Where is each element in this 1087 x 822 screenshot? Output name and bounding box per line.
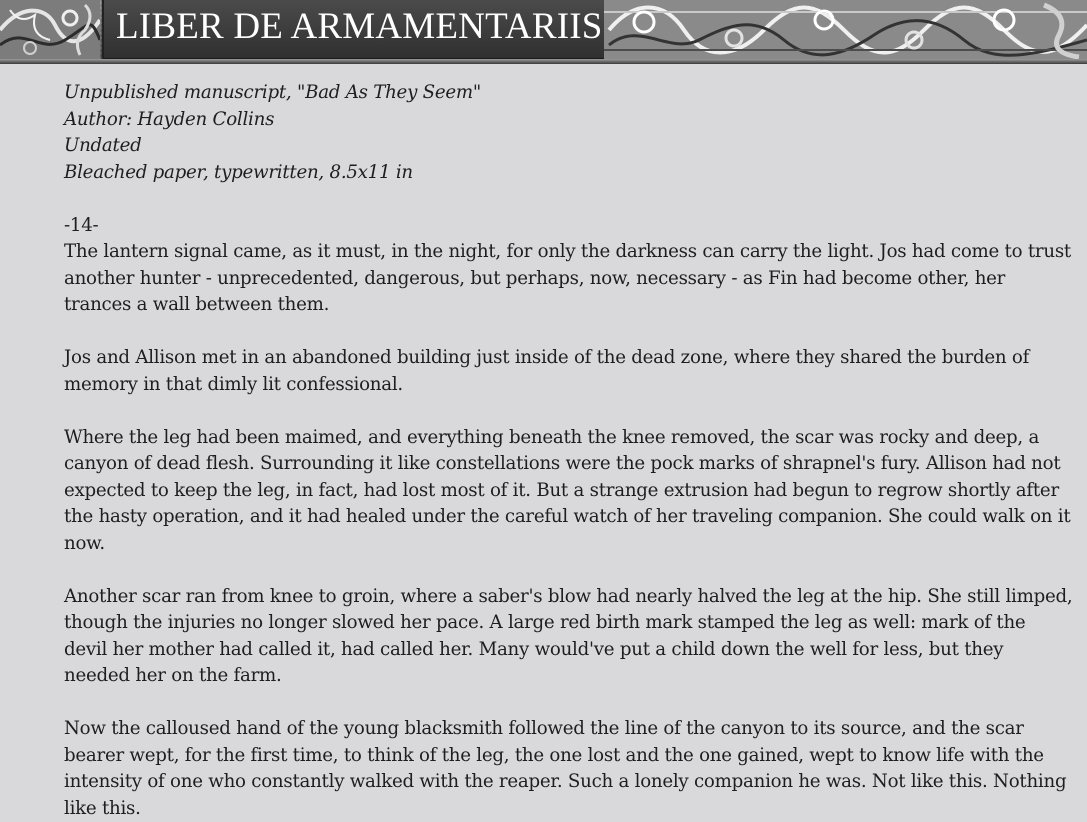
paragraph: Where the leg had been maimed, and everything beneath the knee removed, the scar was rocky and deep, a canyon of dead flesh. Surrounding it like constellations were the pock marks of shrapnel's fury. Allison had not expected to keep the leg, in fact, had lost most of it. But a strange extrusion had begun to regrow shortly after the hasty operation, and it had healed under the careful watch of her traveling companion. She could walk on it now.: [64, 426, 1071, 554]
manuscript-material: Bleached paper, typewritten, 8.5x11 in: [64, 161, 413, 183]
spacer: [64, 557, 1074, 584]
manuscript-metadata: [64, 80, 1074, 186]
site-title-plate: [102, 0, 606, 60]
page-number: -14-: [64, 214, 99, 236]
site-banner: [0, 0, 1087, 64]
paragraph: The lantern signal came, as it must, in the night, for only the darkness can carry the light. Jos had come to trust another hunter - unprecedented, dangerous, but perhaps, now, necessary - as Fin had become other, her trances a wall between them.: [64, 241, 1071, 315]
site-title[interactable]: LIBER DE ARMAMENTARIIS: [116, 6, 603, 47]
manuscript-author: Author: Hayden Collins: [64, 108, 275, 130]
spacer: [64, 186, 1074, 213]
manuscript-title: Unpublished manuscript, "Bad As They Seem": [64, 82, 481, 103]
manuscript-date: Undated: [64, 135, 142, 156]
manuscript-entry: [64, 80, 1074, 822]
spacer: [64, 319, 1074, 346]
spacer: [64, 690, 1074, 717]
scroll-ornament-icon: [0, 0, 100, 60]
filigree-ornament-icon: [604, 0, 1087, 60]
spacer: [64, 398, 1074, 425]
paragraph: Jos and Allison met in an abandoned building just inside of the dead zone, where they shared the burden of memory in that dimly lit confessional.: [64, 347, 1030, 395]
paragraph: Now the calloused hand of the young blacksmith followed the line of the canyon to its source, and the scar bearer wept, for the first time, to think of the leg, the one lost and the one gained, wept to know life with the intensity of one who constantly walked with the reaper. Such a lonely companion he was. Not like this. Nothing like this.: [64, 718, 1067, 819]
paragraph: Another scar ran from knee to groin, where a saber's blow had nearly halved the leg at the hip. She still limped, though the injuries no longer slowed her pace. A large red birth mark stamped the leg as well: mark of the devil her mother had called it, had called her. Many would've put a child down the well for less, but they needed her on the farm.: [64, 585, 1073, 686]
